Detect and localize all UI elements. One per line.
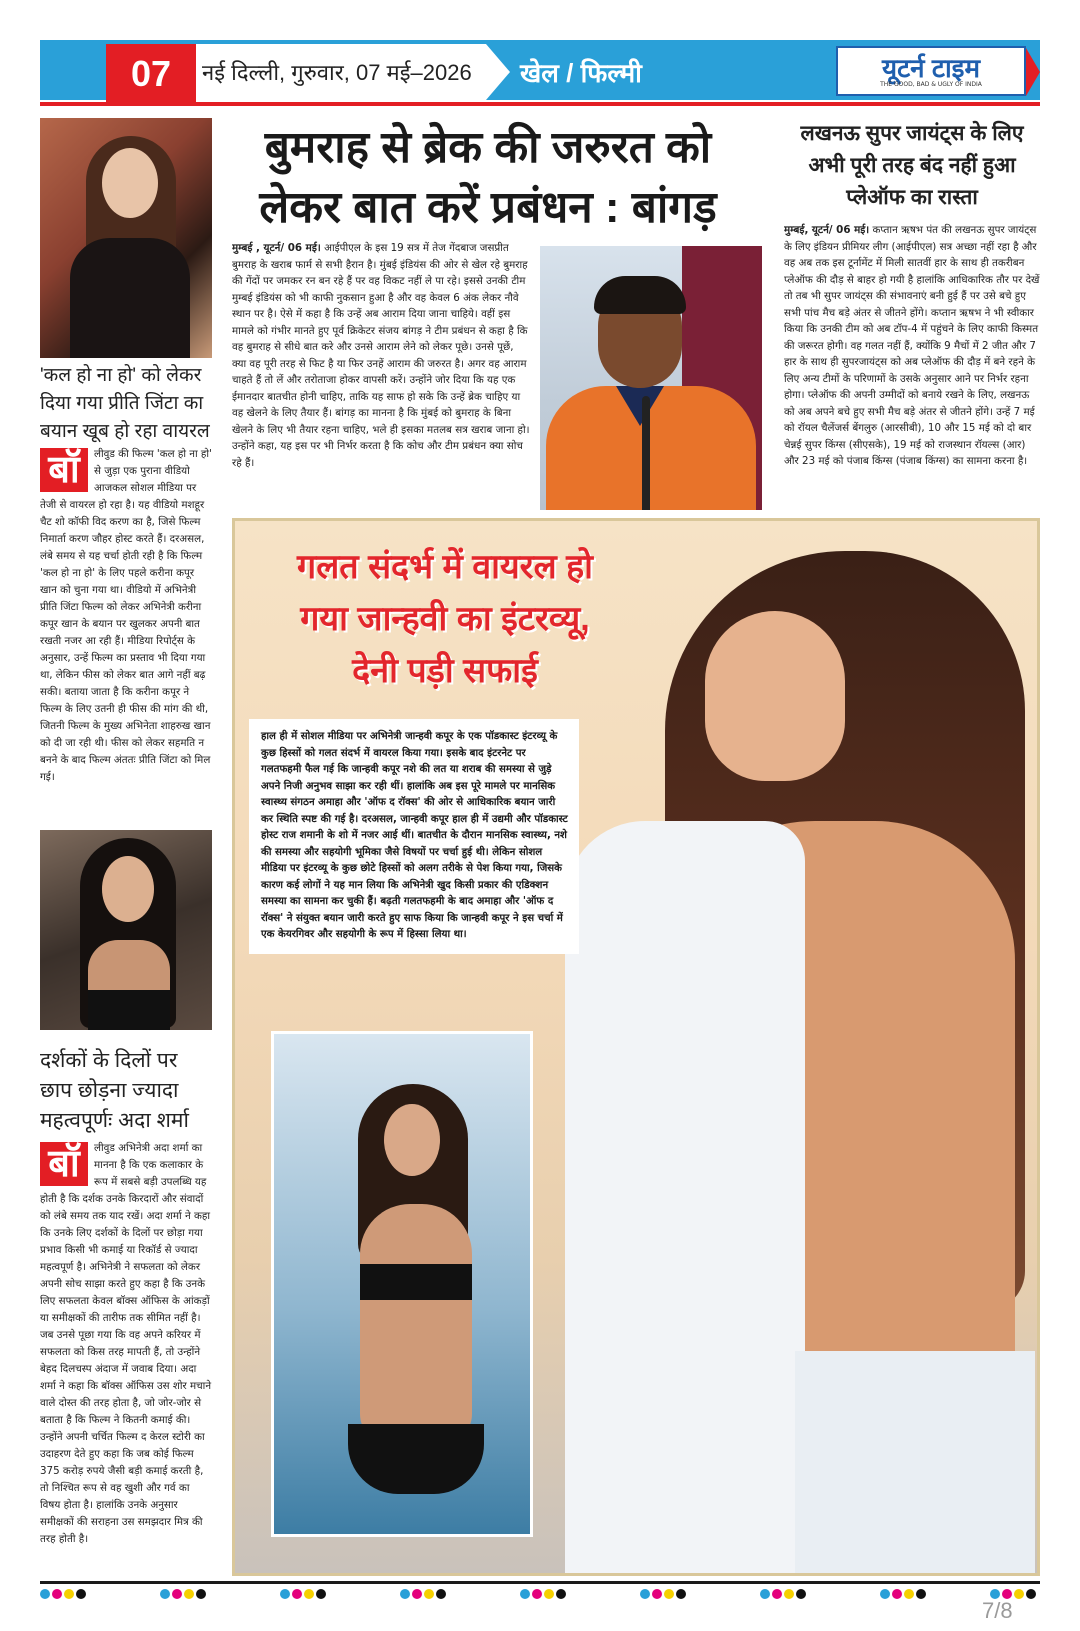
- dateline-arrow: [486, 44, 510, 100]
- registration-marks: [760, 1589, 808, 1599]
- dropcap: बॉ: [40, 448, 88, 492]
- main-story-text: आईपीएल के इस 19 सत्र में तेज गेंदबाज जसप्रीत बुमराह के खराब फार्म से सभी हैरान है। मुंबई इंडियंस की ओर से खेल रहे बुमराह की गेंदों पर जमकर रन बन रहे हैं पर वह विकट नहीं ले पा रहे। इससे उनकी टीम मुम्बई इंडियंस को भी काफी नुकसान हुआ है और वह केवल 6 अंक लेकर नौवे स्थान पर है। ऐसे में कहा है कि उन्हें अब आराम दिया जाना चाहिये। वहीं इस मामले को गंभीर मानते हुए पूर्व क्रिकेटर संजय बांगड़ ने टीम प्रबंधन से कहा है कि वह बुमराह से सीधे बात करे और उनसे आराम लेने को लेकर पूछे। उनसे पूछें, क्या वह पूरी तरह से फिट है या फिर उनहें आराम की जरुरत है। अगर वह आराम चाहते हैं तो लें और तरोताजा होकर वापसी करें। उन्होंने जोर दिया कि यह एक ईमानदार बातचीत होनी चाहिए, ताकि यह साफ हो सके कि उन्हें ब्रेक चाहिए या वह खेलने के लिए तैयार हैं। बांगड़ का मानना है कि मुंबई को बुमराह के बिना खेलने के लिए भी तैयार रहना चाहिए, भले ही इसका मतलब सत्र खराब जाना हो। उन्होंने कहा, यह इस पर भी निर्भर करता है कि कोच और टीम प्रबंधन क्या सोच रहे हैं।: [232, 242, 530, 469]
- logo-text: यूटर्न टाइम: [882, 52, 980, 83]
- registration-marks: [880, 1589, 928, 1599]
- left-story2-headline: दर्शकों के दिलों पर छाप छोड़ना ज्यादा महत्वपूर्णः अदा शर्मा: [40, 1049, 189, 1132]
- registration-marks: [400, 1589, 448, 1599]
- left-story2-text: लीवुड अभिनेत्री अदा शर्मा का मानना है कि एक कलाकार के रूप में सबसे बड़ी उपलब्धि यह होती है कि दर्शक उनके किरदारों और संवादों को लंबे समय तक याद रखें। अदा शर्मा ने कहा कि उनके लिए दर्शकों के दिलों पर छोड़ा गया प्रभाव किसी भी कमाई या रिकॉर्ड से ज्यादा महत्वपूर्ण है। अभिनेत्री ने सफलता को लेकर अपनी सोच साझा करते हुए कहा है कि उनके लिए सफलता केवल बॉक्स ऑफिस के आंकड़ों या समीक्षकों की तारीफ तक सीमित नहीं है। जब उनसे पूछा गया कि वह अपने करियर में सफलता को किस तरह मापती हैं, तो उन्होंने बेहद दिलचस्प अंदाज में जवाब दिया। अदा शर्मा ने कहा कि बॉक्स ऑफिस उस शोर मचाने वाले दोस्त की तरह होता है, जो जोर-जोर से बताता है कि फिल्म ने कितनी कमाई की। उन्होंने अपनी चर्चित फिल्म द केरल स्टोरी का उदाहरण देते हुए कहा कि जब कोई फिल्म 375 करोड़ रुपये जैसी बड़ी कमाई करती है, तो निश्चित रूप से वह खुशी और गर्व का विषय होता है। हालांकि उनके अनुसार समीक्षकों की सराहना उस समझदार मित्र की तरह होती है।: [40, 1142, 212, 1545]
- right-dateline: मुम्बई, यूटर्न/ 06 मई।: [784, 224, 870, 236]
- footer-rule: [40, 1581, 1040, 1584]
- feature-body: हाल ही में सोशल मीडिया पर अभिनेत्री जान्हवी कपूर के एक पॉडकास्ट इंटरव्यू के कुछ हिस्सों को गलत संदर्भ में वायरल किया गया। इसके बाद इंटरनेट पर गलतफहमी फैल गई कि जान्हवी कपूर नशे की लत या शराब की समस्या से जुड़े अपने निजी अनुभव साझा कर रही थीं। हालांकि अब इस पूरे मामले पर मानसिक स्वास्थ्य संगठन अमाहा और 'ऑफ द रॉक्स' की ओर से आधिकारिक बयान जारी कर स्थिति स्पष्ट की गई है। दरअसल, जान्हवी कपूर हाल ही में उद्यमी और पॉडकास्ट होस्ट राज शमानी के शो में नजर आई थीं। बातचीत के दौरान मानसिक स्वास्थ्य, नशे की समस्या और सहयोगी भूमिका जैसे विषयों पर चर्चा हुई थी। लेकिन सोशल मीडिया पर इंटरव्यू के कुछ छोटे हिस्सों को अलग तरीके से पेश किया गया, जिसके कारण कई लोगों ने यह मान लिया कि अभिनेत्री खुद किसी प्रकार की एडिक्शन समस्या का सामना कर चुकी हैं। बढ़ती गलतफहमी के बाद अमाहा और 'ऑफ द रॉक्स' ने संयुक्त बयान जारी करते हुए साफ किया कि जान्हवी कपूर ने इस चर्चा में एक केयरगिवर और सहयोगी के रूप में हिस्सा लिया था।: [249, 719, 579, 954]
- right-story-text: कप्तान ऋषभ पंत की लखनऊ सुपर जायंट्स के लिए इंडियन प्रीमियर लीग (आईपीएल) सत्र अच्छा नहीं रहा है और वह अब तक इस टूर्नामेंट में मिली सातवीं हार के साथ ही तकरीबन प्लेऑफ की दौड़ से बाहर हो गयी है हालांकि आधिकारिक तौर पर देखें तो तब भी सुपर जायंट्स की संभावनाएं बनी हुई हैं पर उसे बचे हुए सभी पांच मैच बड़े अंतर से जीतने होंगे। कप्तान ऋषभ ने भी स्वीकार किया कि उनकी टीम को अब टॉप-4 में पहुंचने के लिए काफी किस्मत की जरूरत होगी। वह गलत नहीं हैं, क्योंकि 9 मैचों में 2 जीत और 7 हार के साथ ही सुपरजायंट्स को अब प्लेऑफ की दौड़ में बने रहने के लिए अन्य टीमों के परिणामों के उसके अनुसार आने पर निर्भर रहना होगा। प्लेऑफ की अपनी उम्मीदों को बनाये रखने के लिए, लखनऊ को अब अपने बचे हुए सभी मैच बड़े अंतर से जीतने होंगे। उन्हें 7 मई को रॉयल चैलेंजर्स बेंगलुरु (आरसीबी), 10 और 15 मई को दो बार चेन्नई सुपर किंग्स (सीएसके), 19 मई को राजस्थान रॉयल्स (आर) और 23 मई को पंजाब किंग्स (पंजाब किंग्स) का सामना करना है।: [784, 224, 1040, 467]
- janhvi-feature-box: [232, 518, 1040, 1576]
- feature-headline: [245, 541, 645, 697]
- janhvi-inset-photo: [271, 1031, 533, 1537]
- feature-headline-line3: देनी पड़ी सफाई: [352, 652, 538, 690]
- left-story1-headline: 'कल हो ना हो' को लेकर दिया गया प्रीति जिंटा का बयान खूब हो रहा वायरल: [40, 365, 210, 442]
- page-number: 07: [106, 44, 196, 104]
- right-story-headline: लखनऊ सुपर जायंट्स के लिए अभी पूरी तरह बंद नहीं हुआ प्लेऑफ का रास्ता: [800, 122, 1024, 209]
- dropcap: बॉ: [40, 1142, 88, 1186]
- header-rule: [40, 102, 1040, 106]
- registration-marks: [640, 1589, 688, 1599]
- dateline: नई दिल्ली, गुरुवार, 07 मई–2026: [196, 44, 486, 100]
- sanjay-bangar-photo: [540, 246, 762, 510]
- logo-arrow: [1026, 48, 1040, 96]
- preity-zinta-photo: [40, 118, 212, 358]
- right-story-body: [784, 222, 1040, 514]
- feature-headline-line2: गया जान्हवी का इंटरव्यू,: [300, 600, 590, 638]
- logo-tagline: THE GOOD, BAD & UGLY OF INDIA: [880, 80, 982, 88]
- main-story-body: [232, 240, 530, 512]
- main-dateline: मुम्बई , यूटर्न/ 06 मई।: [232, 242, 321, 254]
- registration-marks: [280, 1589, 328, 1599]
- adah-sharma-photo: [40, 830, 212, 1030]
- masthead-logo: [836, 46, 1026, 96]
- left-story1-text: लीवुड की फिल्म 'कल हो ना हो' से जुड़ा एक पुराना वीडियो आजकल सोशल मीडिया पर तेजी से वायरल हो रहा है। यह वीडियो मशहूर चैट शो कॉफी विद करण का है, जिसे फिल्म निमार्ता करण जौहर होस्ट करते हैं। दरअसल, लंबे समय से यह चर्चा होती रही है कि फिल्म 'कल हो ना हो' के लिए पहले करीना कपूर खान को चुना गया था। वीडियो में अभिनेत्री प्रीति जिंटा फिल्म को लेकर अभिनेत्री करीना कपूर खान के बयान पर खुलकर अपनी बात रखती नजर आ रही हैं। मीडिया रिपोर्ट्स के अनुसार, उन्हें फिल्म का प्रस्ताव भी दिया गया था, लेकिन फीस को लेकर बात आगे नहीं बढ़ सकी। बताया जाता है कि करीना कपूर ने फिल्म के लिए उतनी ही फीस की मांग की थी, जितनी फिल्म के मुख्य अभिनेता शाहरुख खान को दी जा रही थी। फीस को लेकर सहमति न बनने के बाद फिल्म अंततः प्रीति जिंटा को मिल गई।: [40, 448, 212, 783]
- page-indicator: 7/8: [982, 1598, 1013, 1623]
- main-headline-line2: लेकर बात करें प्रबंधन : बांगड़: [259, 183, 717, 232]
- main-headline: [228, 118, 748, 238]
- left-story2-body: [40, 1140, 212, 1575]
- main-headline-line1: बुमराह से ब्रेक की जरुरत को: [264, 123, 712, 172]
- registration-marks: [160, 1589, 208, 1599]
- feature-headline-line1: गलत संदर्भ में वायरल हो: [297, 548, 593, 586]
- section-label: खेल / फिल्मी: [520, 58, 642, 88]
- registration-marks: [40, 1589, 88, 1599]
- left-story1-body: [40, 446, 212, 816]
- registration-marks: [520, 1589, 568, 1599]
